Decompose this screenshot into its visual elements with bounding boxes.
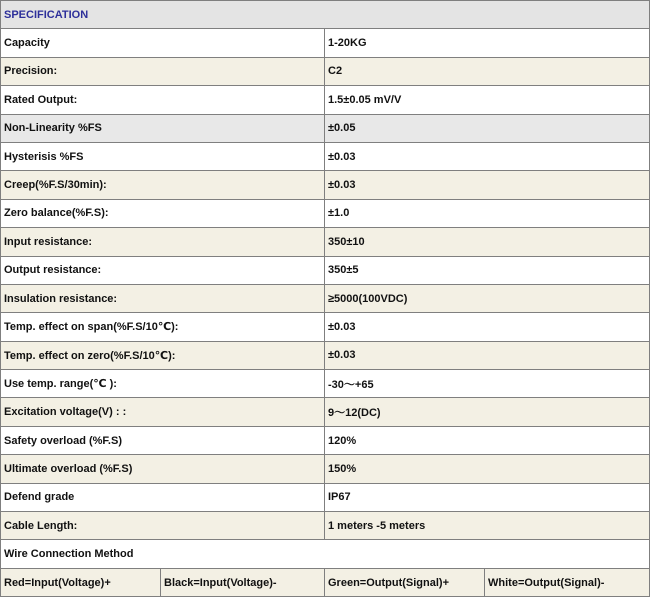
table-row — [1, 199, 650, 227]
table-row — [1, 398, 650, 426]
spec-label: Insulation resistance: — [1, 284, 325, 312]
spec-value: ±0.03 — [325, 341, 650, 369]
spec-value: 1 meters -5 meters — [325, 512, 650, 540]
spec-value: IP67 — [325, 483, 650, 511]
table-row — [1, 455, 650, 483]
spec-label: Defend grade — [1, 483, 325, 511]
spec-label: Temp. effect on zero(%F.S/10℃): — [1, 341, 325, 369]
spec-label: Input resistance: — [1, 228, 325, 256]
table-row — [1, 370, 650, 398]
wire-connection-title: Wire Connection Method — [1, 540, 650, 568]
spec-label: Safety overload (%F.S) — [1, 426, 325, 454]
table-row — [1, 114, 650, 142]
spec-value: 120% — [325, 426, 650, 454]
table-row — [1, 483, 650, 511]
spec-value: C2 — [325, 57, 650, 85]
table-row — [1, 142, 650, 170]
spec-label: Capacity — [1, 29, 325, 57]
spec-value: ±0.03 — [325, 171, 650, 199]
spec-value: -30～+65 — [325, 370, 650, 398]
spec-value: 350±10 — [325, 228, 650, 256]
spec-label: Non-Linearity %FS — [1, 114, 325, 142]
spec-label: Zero balance(%F.S): — [1, 199, 325, 227]
table-row — [1, 313, 650, 341]
spec-label: Hysterisis %FS — [1, 142, 325, 170]
spec-label: Precision: — [1, 57, 325, 85]
spec-value: 350±5 — [325, 256, 650, 284]
table-row — [1, 86, 650, 114]
spec-label: Rated Output: — [1, 86, 325, 114]
spec-label: Use temp. range(℃ ): — [1, 370, 325, 398]
spec-value: 1-20KG — [325, 29, 650, 57]
table-row — [1, 171, 650, 199]
spec-label: Cable Length: — [1, 512, 325, 540]
table-row — [1, 426, 650, 454]
wire-connection-row — [1, 568, 650, 596]
specification-title: SPECIFICATION — [4, 8, 89, 21]
spec-label: Temp. effect on span(%F.S/10℃): — [1, 313, 325, 341]
table-row — [1, 256, 650, 284]
wire-black: Black=Input(Voltage)- — [161, 568, 325, 596]
table-row — [1, 341, 650, 369]
wire-red: Red=Input(Voltage)+ — [1, 568, 161, 596]
spec-label: Ultimate overload (%F.S) — [1, 455, 325, 483]
table-row — [1, 29, 650, 57]
spec-value: ±0.03 — [325, 142, 650, 170]
spec-value: 9～12(DC) — [325, 398, 650, 426]
spec-label: Creep(%F.S/30min): — [1, 171, 325, 199]
table-row — [1, 512, 650, 540]
wire-white: White=Output(Signal)- — [485, 568, 650, 596]
spec-value: ±0.03 — [325, 313, 650, 341]
spec-value: ≥5000(100VDC) — [325, 284, 650, 312]
table-row — [1, 228, 650, 256]
spec-value: 1.5±0.05 mV/V — [325, 86, 650, 114]
wire-green: Green=Output(Signal)+ — [325, 568, 485, 596]
spec-value: ±0.05 — [325, 114, 650, 142]
spec-label: Output resistance: — [1, 256, 325, 284]
header-row — [1, 1, 650, 29]
spec-value: ±1.0 — [325, 199, 650, 227]
table-row — [1, 57, 650, 85]
wire-title-row — [1, 540, 650, 568]
spec-label: Excitation voltage(V) : : — [1, 398, 325, 426]
table-row — [1, 284, 650, 312]
header-cell — [1, 1, 650, 29]
spec-value: 150% — [325, 455, 650, 483]
